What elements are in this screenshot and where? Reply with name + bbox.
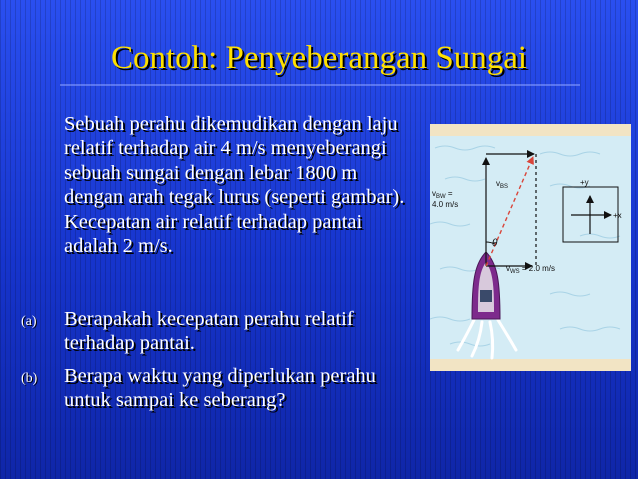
question-a-text: Berapakah kecepatan perahu relatif terhadap pantai. xyxy=(64,308,354,355)
question-b-text: Berapa waktu yang diperlukan perahu untuk sampai ke seberang? xyxy=(64,365,376,412)
slide-title: Contoh: Penyeberangan Sungai xyxy=(110,40,528,76)
vbs-resultant-arrow xyxy=(486,157,533,266)
question-b-marker: (b) xyxy=(21,371,38,386)
problem-statement: Sebuah perahu dikemudikan dengan laju relatif terhadap air 4 m/s menyeberangi sebuah sungai dengan lebar 1800 m dengan arah tegak lurus (seperti gambar). Kecepatan air relatif terhadap pantai adalah 2 m/s. xyxy=(64,113,405,258)
river-crossing-figure xyxy=(430,124,631,371)
boat-wake xyxy=(458,320,516,358)
plus-x-label: +x xyxy=(613,211,622,220)
vws-label: $v_{WS} = 2.0$ m/s xyxy=(506,264,556,275)
axes-inset xyxy=(563,178,622,242)
vbs-label: $v_{BS}$ xyxy=(496,179,509,190)
vbw-value-label: 4.0 m/s xyxy=(432,200,459,209)
river-crossing-diagram xyxy=(430,124,631,371)
theta-label: θ xyxy=(492,238,498,249)
vbw-label: $v_{BW}$ = xyxy=(432,189,453,200)
far-bank xyxy=(430,124,631,136)
question-a-marker: (a) xyxy=(21,314,37,329)
plus-y-label: +y xyxy=(580,178,589,187)
near-bank xyxy=(430,359,631,371)
title-divider xyxy=(60,84,580,86)
